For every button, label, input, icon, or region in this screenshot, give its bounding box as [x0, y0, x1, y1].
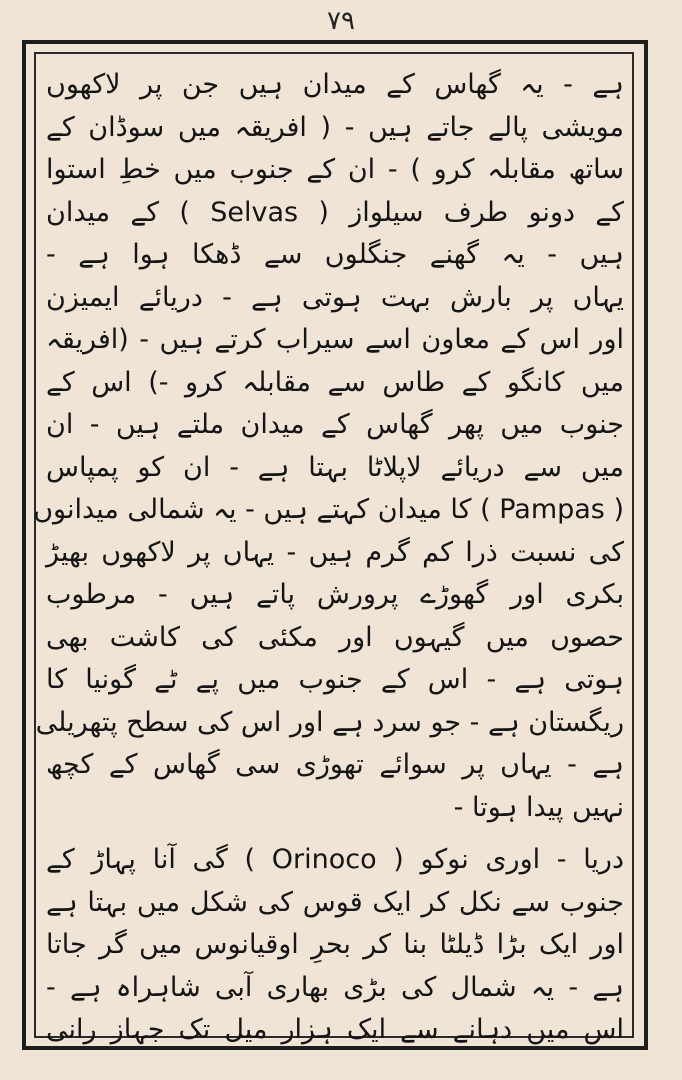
text-line: اور ایک بڑا ڈیلٹا بنا کر بحرِ اوقیانوس میں گر جاتا: [46, 929, 624, 960]
text-line: بکری اور گھوڑے پرورش پاتے ہیں - مرطوب: [46, 579, 624, 610]
text-line: نہیں پیدا ہوتا -: [453, 791, 624, 823]
body-text: [33, 64, 624, 1045]
text-line: کے دونو طرف سیلواز ( Selvas ) کے میدان: [46, 196, 624, 228]
page-number: ۷۹: [327, 6, 355, 36]
text-line: اس میں دہانے سے ایک ہزار میل تک جہاز رانی: [46, 1014, 624, 1045]
text-line: ہے - یہاں پر سوائے تھوڑی سی گھاس کے کچھ: [46, 749, 624, 780]
text-line: ہیں - یہ گھنے جنگلوں سے ڈھکا ہوا ہے -: [46, 239, 624, 270]
text-line: کی نسبت ذرا کم گرم ہیں - یہاں پر لاکھوں بھیڑ: [46, 536, 624, 568]
text-line: میں سے دریائے لاپلاٹا بہتا ہے - ان کو پمپاس: [46, 451, 624, 483]
text-line: ہے - یہ گھاس کے میدان ہیں جن پر لاکھوں: [46, 69, 624, 100]
text-line: ہے - یہ شمال کی بڑی بھاری آبی شاہراہ ہے -: [46, 971, 624, 1003]
text-line: ریگستان ہے - جو سرد ہے اور اس کی سطح پتھریلی: [35, 706, 624, 738]
text-line: ہوتی ہے - اس کے جنوب میں پے ٹے گونیا کا: [46, 664, 624, 695]
text-line: جنوب میں پھر گھاس کے میدان ملتے ہیں - ان: [46, 409, 624, 440]
text-line: میں کانگو کے طاس سے مقابلہ کرو -) اس کے: [46, 366, 624, 398]
text-line: حصوں میں گیہوں اور مکئی کی کاشت بھی: [46, 621, 624, 653]
text-line: اور اس کے معاون اسے سیراب کرتے ہیں - (افریقہ: [46, 324, 624, 355]
text-line: ( Pampas ) کا میدان کہتے ہیں - یہ شمالی میدانوں: [33, 494, 624, 525]
text-line: دریا - اوری نوکو ( Orinoco ) گی آنا پہاڑ کے: [46, 844, 624, 875]
text-line: جنوب سے نکل کر ایک قوس کی شکل میں بہتا ہے: [46, 886, 624, 918]
text-line: مویشی پالے جاتے ہیں - ( افریقہ میں سوڈان کے: [46, 111, 624, 143]
text-line: یہاں پر بارش بہت ہوتی ہے - دریائے ایمیزن: [46, 281, 624, 313]
text-line: ساتھ مقابلہ کرو ) - ان کے جنوب میں خطِ استوا: [46, 154, 624, 185]
